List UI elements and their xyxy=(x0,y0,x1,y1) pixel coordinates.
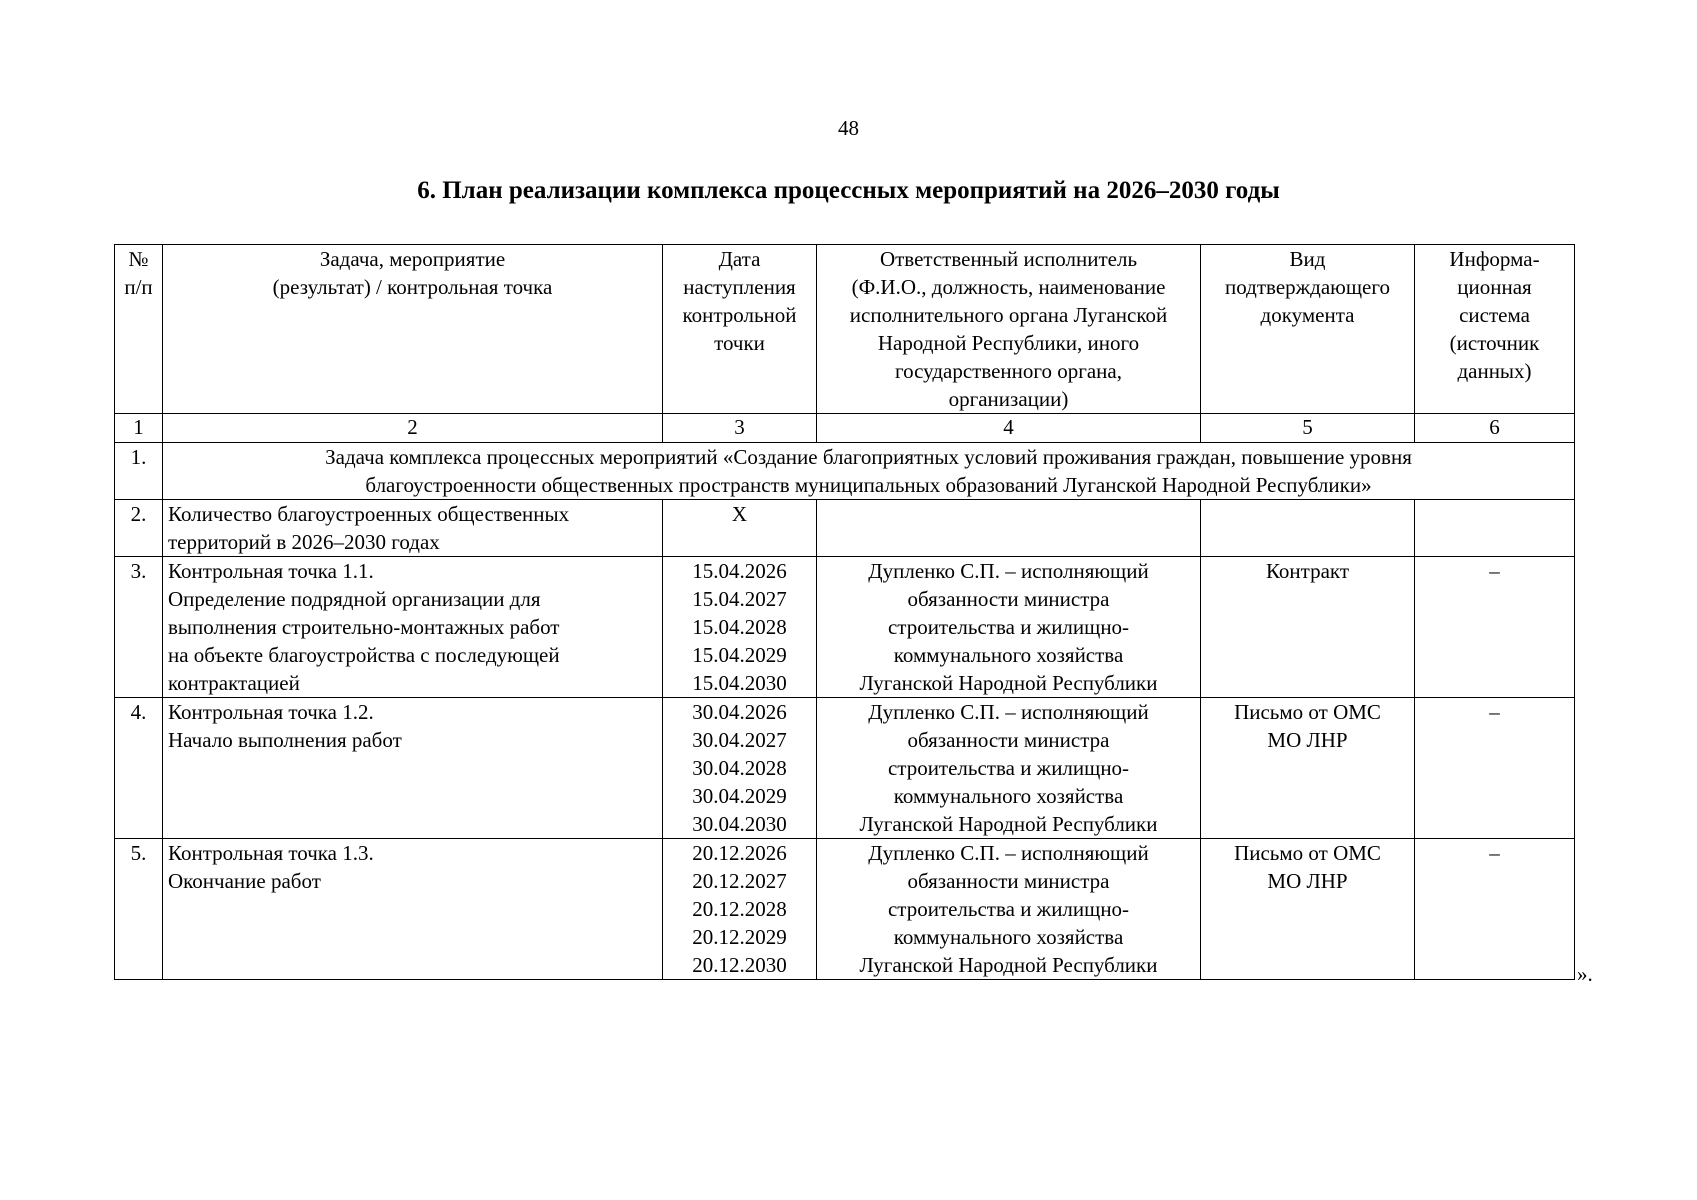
task-row-text xyxy=(163,443,1575,500)
text-line: (Ф.И.О., должность, наименование xyxy=(851,275,1166,299)
text-line: 30.04.2030 xyxy=(692,812,787,836)
text-line: наступления xyxy=(683,275,796,299)
row-executor xyxy=(817,500,1201,557)
header-cell-system xyxy=(1415,245,1575,414)
row-document xyxy=(1201,500,1415,557)
row-number: 5. xyxy=(115,839,163,980)
text-line: 20.12.2027 xyxy=(692,869,787,893)
text-line: выполнения строительно-монтажных работ xyxy=(168,615,560,639)
text-line: Дупленко С.П. – исполняющий xyxy=(868,841,1149,865)
column-number: 2 xyxy=(163,414,663,443)
text-line: на объекте благоустройства с последующей xyxy=(168,643,560,667)
text-line: 30.04.2028 xyxy=(692,756,787,780)
row-system: – xyxy=(1415,839,1575,980)
text-line: Начало выполнения работ xyxy=(168,728,402,752)
text-line: данных) xyxy=(1457,359,1532,383)
text-line: организации) xyxy=(948,387,1069,411)
row-dates xyxy=(663,839,817,980)
row-dates xyxy=(663,500,817,557)
text-line: Луганской Народной Республики xyxy=(859,953,1158,977)
text-line: 15.04.2026 xyxy=(692,559,787,583)
closing-quote-mark: ». xyxy=(1577,962,1593,986)
text-line: Дупленко С.П. – исполняющий xyxy=(868,700,1149,724)
row-task xyxy=(163,698,663,839)
text-line: Дата xyxy=(718,247,761,271)
task-row-number: 1. xyxy=(115,443,163,500)
text-line: Контрольная точка 1.3. xyxy=(168,841,374,865)
text-line: Определение подрядной организации для xyxy=(168,587,541,611)
row-task xyxy=(163,557,663,698)
header-cell-date xyxy=(663,245,817,414)
row-task xyxy=(163,839,663,980)
row-number: 3. xyxy=(115,557,163,698)
header-cell-number xyxy=(115,245,163,414)
table-row xyxy=(115,839,1575,980)
text-line: Письмо от ОМС xyxy=(1234,700,1381,724)
column-number: 6 xyxy=(1415,414,1575,443)
text-line: Задача, мероприятие xyxy=(319,247,506,271)
header-cell-executor xyxy=(817,245,1201,414)
table-row xyxy=(115,500,1575,557)
page-number: 48 xyxy=(838,116,859,140)
row-document xyxy=(1201,698,1415,839)
text-line: п/п xyxy=(124,275,153,299)
header-row xyxy=(115,245,1575,414)
text-line: 20.12.2029 xyxy=(692,925,787,949)
text-line: строительства и жилищно- xyxy=(887,756,1130,780)
text-line: Письмо от ОМС xyxy=(1234,841,1381,865)
row-task xyxy=(163,500,663,557)
text-line: 15.04.2028 xyxy=(692,615,787,639)
text-line: контрольной xyxy=(682,303,797,327)
text-line: Контрольная точка 1.2. xyxy=(168,700,374,724)
text-line: система xyxy=(1459,303,1530,327)
column-number: 5 xyxy=(1201,414,1415,443)
text-line: документа xyxy=(1260,303,1355,327)
text-line: Контракт xyxy=(1265,559,1350,583)
text-line: Вид xyxy=(1289,247,1326,271)
text-line: МО ЛНР xyxy=(1267,728,1348,752)
text-line: (результат) / контрольная точка xyxy=(272,275,553,299)
row-executor xyxy=(817,698,1201,839)
text-line: 30.04.2026 xyxy=(692,700,787,724)
text-line: благоустроенности общественных пространств муниципальных образований Луганской Народной Республики» xyxy=(365,473,1372,497)
text-line: контрактацией xyxy=(168,671,300,695)
text-line: 15.04.2027 xyxy=(692,587,787,611)
text-line: ционная xyxy=(1457,275,1532,299)
text-line: обязанности министра xyxy=(907,587,1110,611)
text-line: 20.12.2030 xyxy=(692,953,787,977)
text-line: точки xyxy=(714,331,765,355)
plan-table xyxy=(114,244,1575,980)
row-executor xyxy=(817,557,1201,698)
text-line: обязанности министра xyxy=(907,728,1110,752)
row-executor xyxy=(817,839,1201,980)
header-cell-task xyxy=(163,245,663,414)
text-line: № xyxy=(128,247,149,271)
row-dates xyxy=(663,698,817,839)
text-line: коммунального хозяйства xyxy=(893,643,1124,667)
text-line: 20.12.2028 xyxy=(692,897,787,921)
row-system: – xyxy=(1415,557,1575,698)
text-line: 20.12.2026 xyxy=(692,841,787,865)
row-document xyxy=(1201,557,1415,698)
text-line: Информа- xyxy=(1449,247,1540,271)
row-number: 4. xyxy=(115,698,163,839)
column-number: 3 xyxy=(663,414,817,443)
text-line: Задача комплекса процессных мероприятий «Создание благоприятных условий проживания граждан, повышение уровня xyxy=(325,445,1412,469)
task-row xyxy=(115,443,1575,500)
header-cell-document xyxy=(1201,245,1415,414)
column-number: 1 xyxy=(115,414,163,443)
text-line: коммунального хозяйства xyxy=(893,925,1124,949)
table-row xyxy=(115,557,1575,698)
text-line: Количество благоустроенных общественных xyxy=(168,502,570,526)
text-line: Луганской Народной Республики xyxy=(859,812,1158,836)
text-line: подтверждающего xyxy=(1225,275,1390,299)
text-line: 15.04.2030 xyxy=(692,671,787,695)
text-line: Х xyxy=(731,502,748,526)
text-line: Контрольная точка 1.1. xyxy=(168,559,374,583)
text-line: (источник xyxy=(1449,331,1540,355)
text-line: Луганской Народной Республики xyxy=(859,671,1158,695)
text-line: обязанности министра xyxy=(907,869,1110,893)
text-line: строительства и жилищно- xyxy=(887,897,1130,921)
column-number: 4 xyxy=(817,414,1201,443)
text-line: строительства и жилищно- xyxy=(887,615,1130,639)
text-line: 30.04.2029 xyxy=(692,784,787,808)
row-dates xyxy=(663,557,817,698)
text-line: 15.04.2029 xyxy=(692,643,787,667)
row-document xyxy=(1201,839,1415,980)
text-line: Ответственный исполнитель xyxy=(879,247,1138,271)
column-number-row xyxy=(115,414,1575,443)
text-line: исполнительного органа Луганской xyxy=(849,303,1168,327)
row-system xyxy=(1415,500,1575,557)
text-line: Народной Республики, иного xyxy=(877,331,1140,355)
text-line: государственного органа, xyxy=(894,359,1122,383)
text-line: территорий в 2026–2030 годах xyxy=(168,530,440,554)
text-line: МО ЛНР xyxy=(1267,869,1348,893)
text-line: Окончание работ xyxy=(168,869,321,893)
row-system: – xyxy=(1415,698,1575,839)
text-line: коммунального хозяйства xyxy=(893,784,1124,808)
row-number: 2. xyxy=(115,500,163,557)
text-line: Дупленко С.П. – исполняющий xyxy=(868,559,1149,583)
table-row xyxy=(115,698,1575,839)
page-title: 6. План реализации комплекса процессных мероприятий на 2026–2030 годы xyxy=(417,177,1280,204)
text-line: 30.04.2027 xyxy=(692,728,787,752)
